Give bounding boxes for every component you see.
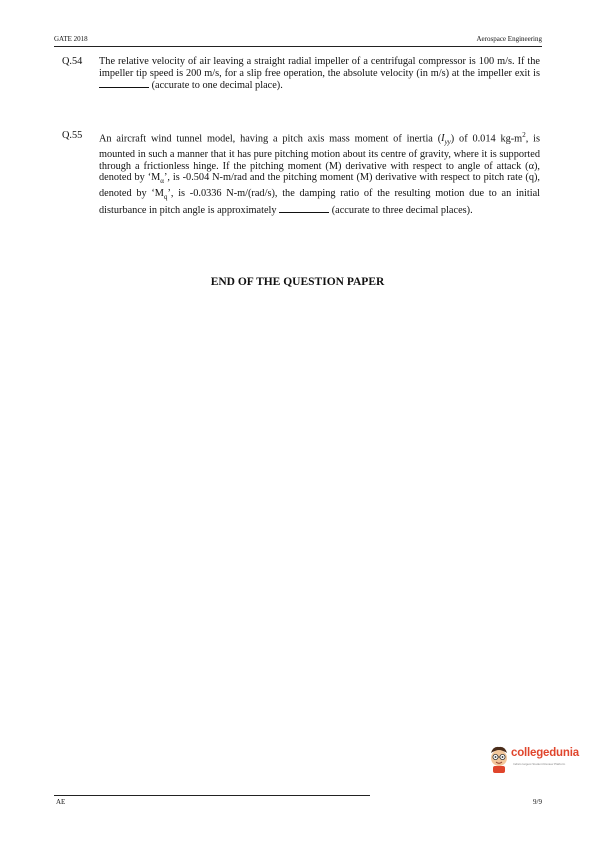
- exam-name: GATE 2018: [54, 35, 88, 43]
- question-text-part: , is mounted in such a manner that it has pure pitching motion about its centre of gravity, where it is supported through a frictionless hinge. If the pitching moment (M) derivative with respect to angle of attack (α), denoted by ‘M: [99, 133, 540, 184]
- mascot-face-icon: [487, 744, 511, 774]
- question-text-part: ) of 0.014 kg-m: [450, 133, 523, 145]
- question-number: Q.54: [62, 56, 83, 67]
- end-of-paper: END OF THE QUESTION PAPER: [210, 276, 385, 288]
- question-text-part: ’, is -0.0336 N-m/(rad/s), the damping ratio of the resulting motion due to an initial disturbance in pitch angle is approximately: [99, 187, 541, 216]
- footer-divider: [54, 795, 370, 796]
- answer-blank: [279, 204, 329, 213]
- unit-exponent: 2: [522, 131, 526, 139]
- header-divider: [54, 46, 542, 47]
- question-number: Q.55: [62, 130, 83, 141]
- answer-blank: [99, 79, 149, 88]
- inertia-subscript: yy: [444, 138, 451, 147]
- question-text-part: (accurate to one decimal place).: [149, 80, 283, 92]
- collegedunia-logo: [487, 744, 587, 778]
- m-alpha-subscript: α: [160, 177, 164, 186]
- page-number: 9/9: [533, 798, 542, 806]
- paper-code: AE: [56, 798, 66, 806]
- question-text: [99, 56, 540, 92]
- m-q-subscript: q: [163, 192, 168, 201]
- inertia-symbol: [441, 133, 451, 147]
- question-text: [99, 130, 540, 216]
- logo-tagline: India's largest Student Review Platform: [513, 762, 566, 766]
- logo-wordmark: collegedunia: [511, 747, 579, 759]
- question-text-part: The relative velocity of air leaving a straight radial impeller of a centrifugal compressor is 100 m/s. If the impeller tip speed is 200 m/s, for a slip free operation, the absolute velocity (in m/s) at the impeller exit is: [99, 56, 540, 79]
- question-text-part: An aircraft wind tunnel model, having a pitch axis mass moment of inertia (: [99, 133, 442, 145]
- page-footer: [54, 798, 542, 810]
- question-text-part: ’, is -0.504 N-m/rad and the pitching moment (M) derivative with respect to pitch rate (q), denoted by ‘M: [99, 172, 541, 199]
- inertia-base: I: [441, 133, 445, 145]
- question-text-part: (accurate to three decimal places).: [329, 204, 473, 216]
- paper-subject: Aerospace Engineering: [476, 35, 542, 43]
